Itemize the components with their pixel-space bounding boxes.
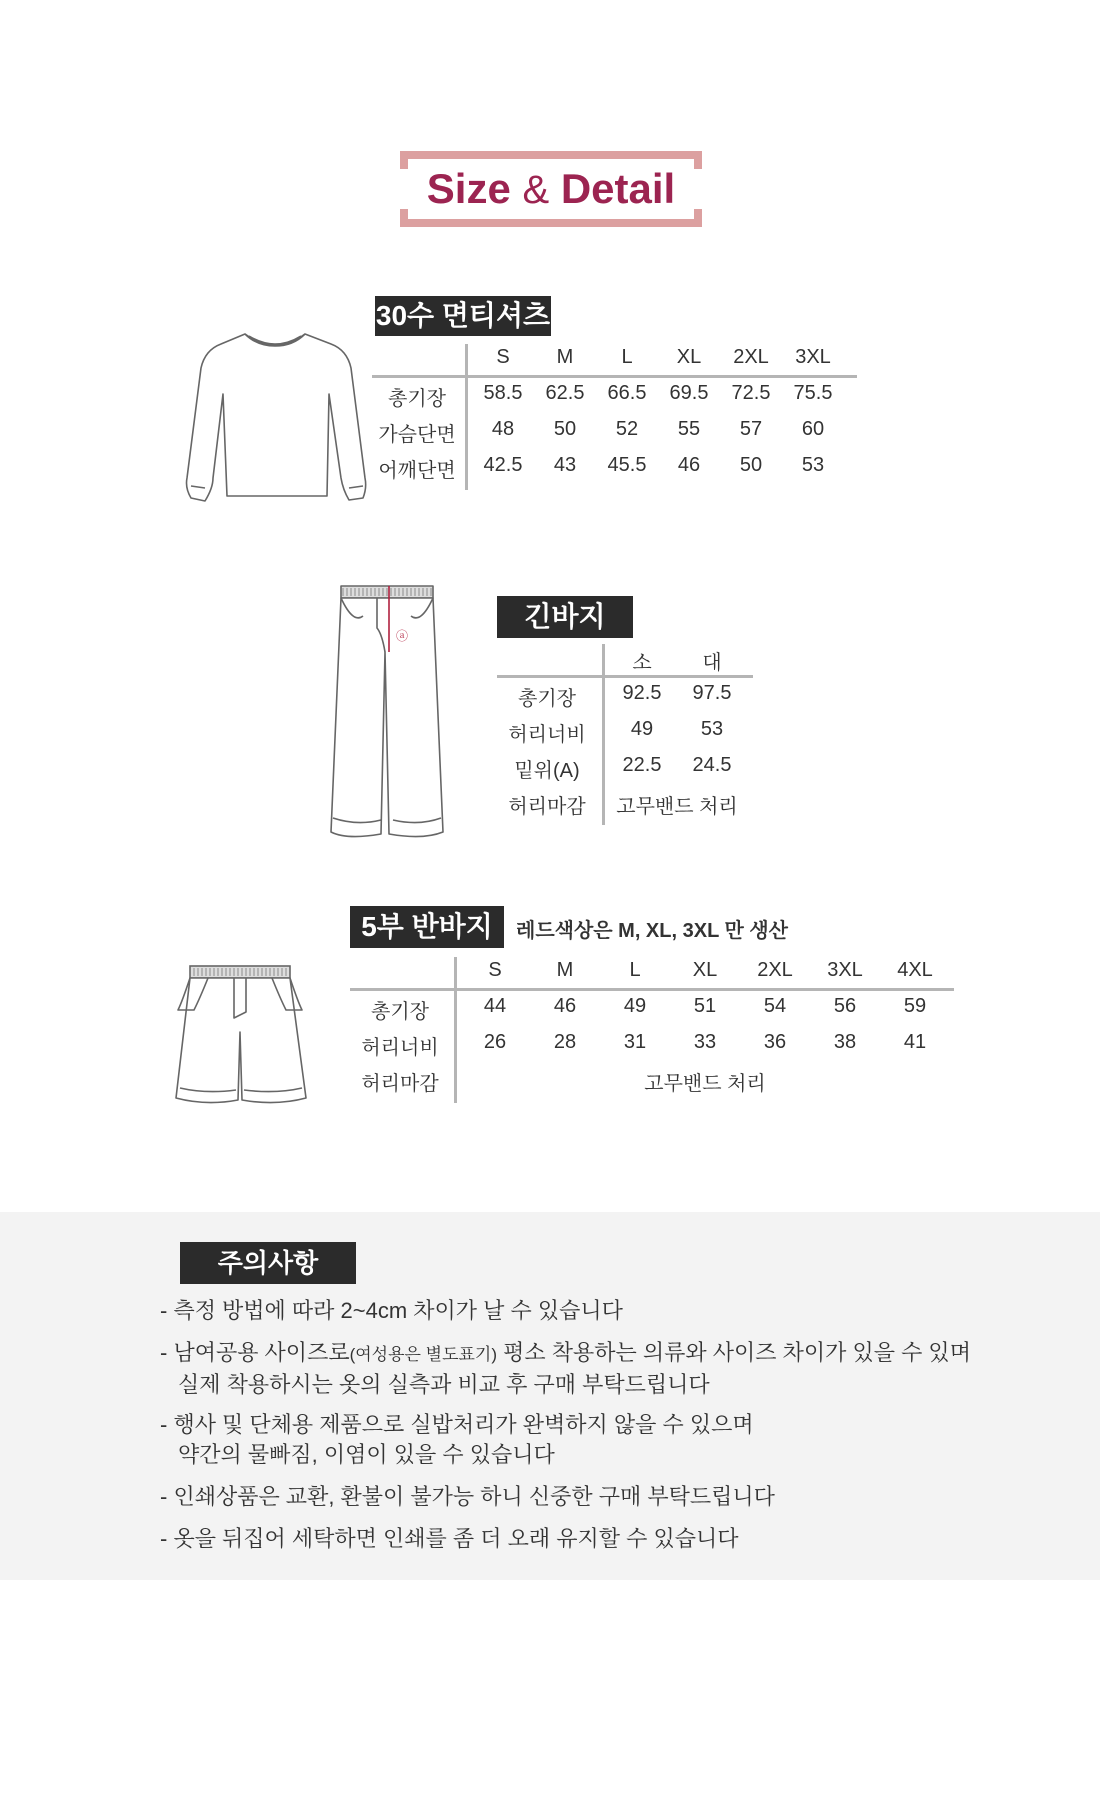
size-header: 2XL [757,959,793,981]
long-pants-section-label: 긴바지 [497,596,633,638]
table-cell: 36 [763,1031,787,1053]
table-cell: 72.5 [731,382,771,404]
size-header: 소 [632,652,652,674]
size-header: XL [676,346,702,368]
row-label: 어깨단면 [378,460,456,482]
notice-item-5: - 옷을 뒤집어 세탁하면 인쇄를 좀 더 오래 유지할 수 있습니다 [160,1526,739,1551]
size-header: L [629,959,641,981]
shorts-section-label: 5부 반바지 [350,906,504,948]
table-cell: 69.5 [669,382,709,404]
size-header: 대 [702,652,722,674]
shorts-icon [172,962,310,1108]
long-pants-icon [327,582,447,844]
table-cell: 38 [833,1031,857,1053]
table-cell: 48 [491,418,515,440]
table-cell: 55 [677,418,701,440]
table-cell: 60 [801,418,825,440]
table-cell: 50 [553,418,577,440]
table-cell: 58.5 [483,382,523,404]
row-label: 총기장 [388,388,446,410]
size-header: 3XL [827,959,863,981]
table-cell: 62.5 [545,382,585,404]
row-label: 가슴단면 [378,424,456,446]
shorts-color-note: 레드색상은 M, XL, 3XL 만 생산 [516,920,788,942]
table-cell: 52 [615,418,639,440]
size-detail-header [400,151,702,227]
table-cell: 51 [693,995,717,1017]
row-label: 밑위(A) [514,760,580,782]
notice-item-2: - 남여공용 사이즈로(여성용은 별도표기) 평소 착용하는 의류와 사이즈 차이가 있을 수 있며 실제 착용하시는 옷의 실측과 비교 후 구매 부탁드립니다 [160,1340,971,1397]
table-cell-merged: 고무밴드 처리 [616,796,738,818]
table-cell: 22.5 [622,754,662,776]
size-header: 2XL [733,346,769,368]
table-cell: 56 [833,995,857,1017]
table-cell-merged: 고무밴드 처리 [644,1073,766,1095]
table-cell: 33 [693,1031,717,1053]
row-label: 총기장 [518,688,576,710]
size-header: L [621,346,633,368]
size-header: XL [692,959,718,981]
table-cell: 31 [623,1031,647,1053]
row-label: 허리너비 [361,1037,439,1059]
page-title: Size & Detail [426,165,676,212]
table-cell: 42.5 [483,454,523,476]
size-header: M [556,959,574,981]
table-cell: 49 [630,718,654,740]
table-cell: 66.5 [607,382,647,404]
table-cell: 97.5 [692,682,732,704]
size-header: 4XL [897,959,933,981]
table-cell: 50 [739,454,763,476]
notice-item-3: - 행사 및 단체용 제품으로 실밥처리가 완벽하지 않을 수 있으며 약간의 물빠짐, 이염이 있을 수 있습니다 [160,1412,754,1467]
header-frame-top [400,151,702,159]
long-sleeve-shirt-icon [183,328,368,504]
notice-item-4: - 인쇄상품은 교환, 환불이 불가능 하니 신중한 구매 부탁드립니다 [160,1484,775,1509]
table-cell: 53 [801,454,825,476]
row-label: 허리마감 [508,796,586,818]
rise-marker: ⓐ [396,629,409,643]
table-cell: 92.5 [622,682,662,704]
notice-label: 주의사항 [180,1242,356,1284]
header-frame-bottom [400,219,702,227]
table-cell: 46 [553,995,577,1017]
table-cell: 53 [700,718,724,740]
row-label: 허리너비 [508,724,586,746]
size-header: M [556,346,574,368]
long-pants-size-table [497,642,753,827]
size-header: 3XL [795,346,831,368]
table-cell: 43 [553,454,577,476]
table-cell: 26 [483,1031,507,1053]
shorts-size-table [350,955,954,1105]
table-cell: 44 [483,995,507,1017]
table-cell: 46 [677,454,701,476]
table-cell: 54 [763,995,787,1017]
table-cell: 75.5 [793,382,833,404]
size-header: S [496,346,510,368]
table-cell: 45.5 [607,454,647,476]
row-label: 허리마감 [361,1073,439,1095]
tshirt-section-label: 30수 면티셔츠 [375,296,551,336]
tshirt-size-table [372,342,857,492]
notice-item-1: - 측정 방법에 따라 2~4cm 차이가 날 수 있습니다 [160,1298,623,1323]
table-cell: 49 [623,995,647,1017]
table-cell: 41 [903,1031,927,1053]
row-label: 총기장 [371,1001,429,1023]
table-cell: 59 [903,995,927,1017]
table-cell: 24.5 [692,754,732,776]
table-cell: 57 [739,418,763,440]
size-header: S [488,959,502,981]
table-cell: 28 [553,1031,577,1053]
